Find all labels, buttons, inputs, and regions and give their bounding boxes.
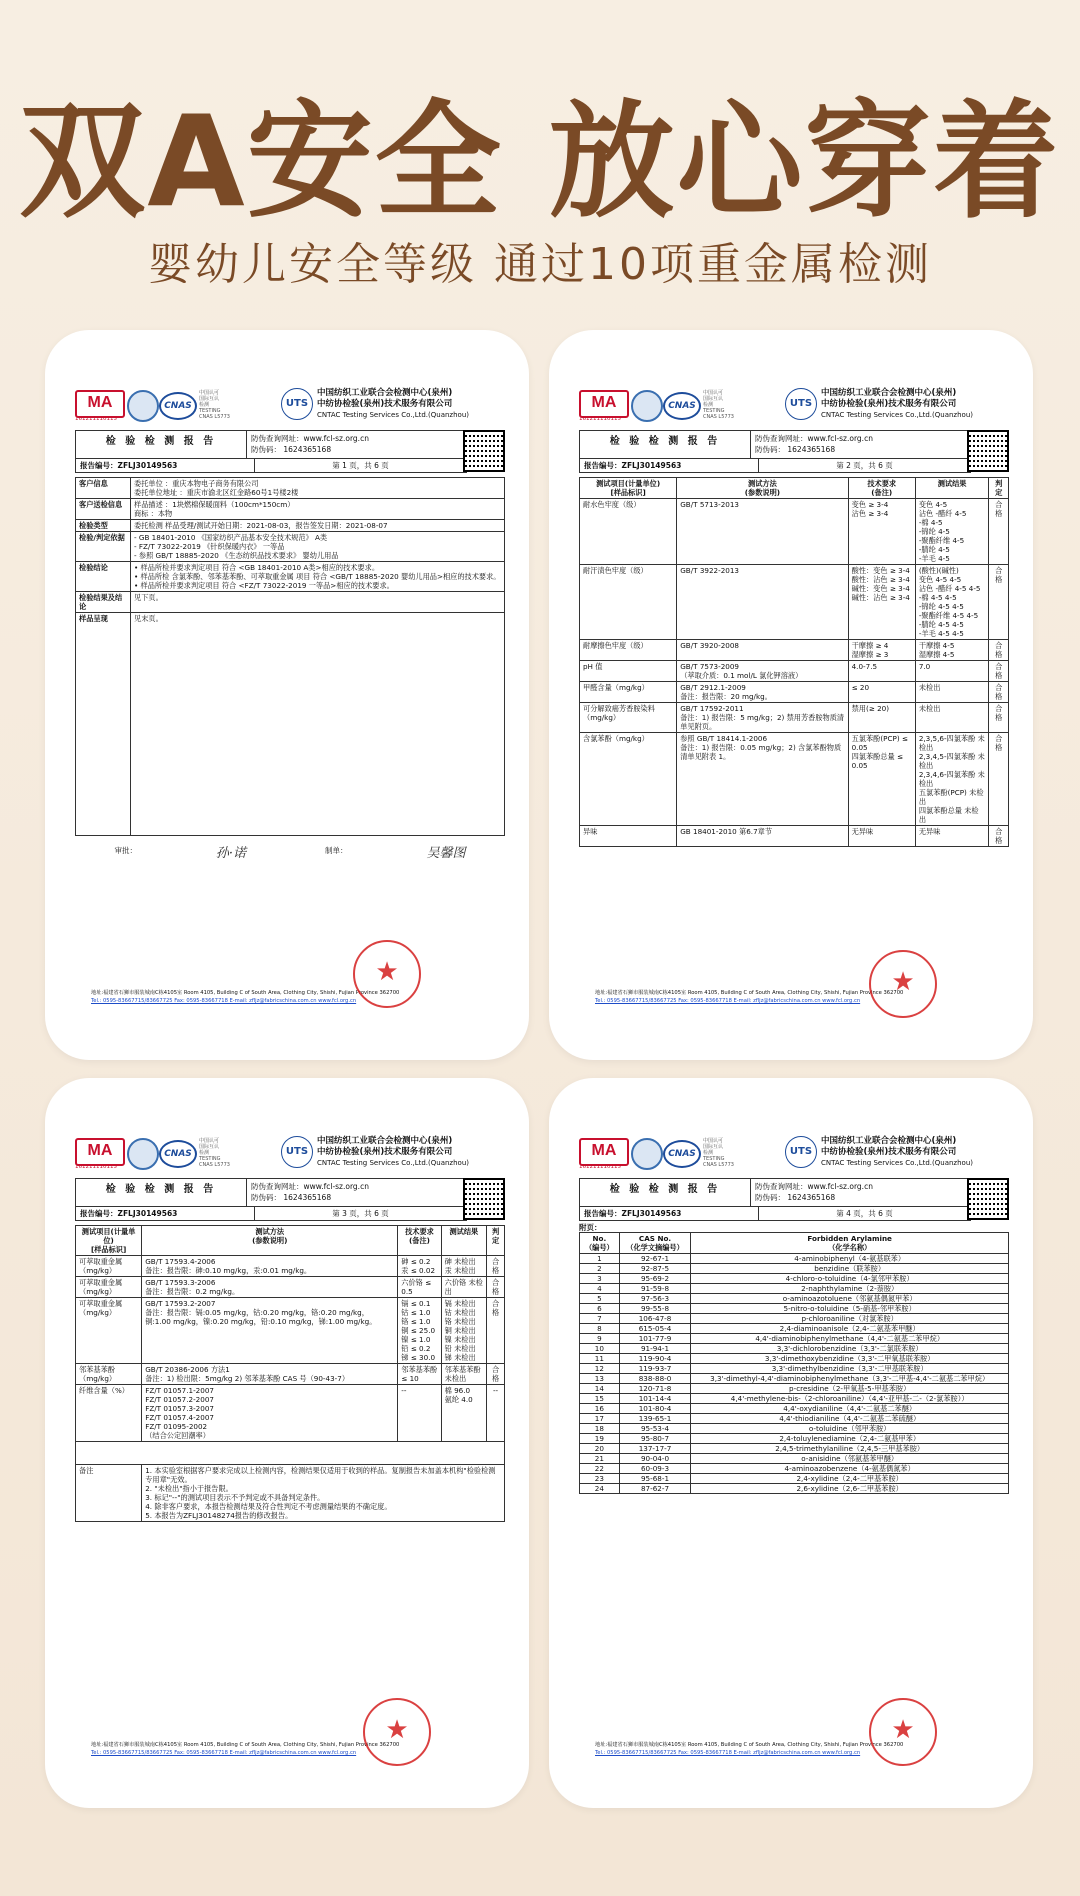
- cnas-logo: CNAS: [663, 392, 701, 420]
- table-row: 3 95-69-2 4-chloro-o-toluidine（4-氯邻甲苯胺）: [580, 1274, 1009, 1284]
- cntac-logo-icon: UTS: [785, 388, 817, 420]
- report-page-1: [45, 330, 529, 1060]
- cntac-logo-icon: UTS: [785, 1136, 817, 1168]
- cntac-logo-icon: UTS: [281, 1136, 313, 1168]
- org-name: 中国纺织工业联合会检测中心(泉州) 中纺协检验(泉州)技术服务有限公司 CNTAC Testing Services Co.,Ltd.(Quanzhou): [821, 388, 973, 419]
- report-footer: 地址:福建省石狮市服装城南C栋4105室 Room 4105, Building C of South Area, Clothing City, Shishi, Fujian Province 362700 Tel.: 0595-83667715/83667725 Fax: 0595-83667718 E-mail: zfljz@fabricschina.com.cn www.fcl.org.cn: [595, 990, 904, 1004]
- org-name: 中国纺织工业联合会检测中心(泉州) 中纺协检验(泉州)技术服务有限公司 CNTAC Testing Services Co.,Ltd.(Quanzhou): [317, 388, 469, 419]
- table-row: 5 97-56-3 o-aminoazotoluene（邻氨基偶氮甲苯）: [580, 1294, 1009, 1304]
- table-row: 1 92-67-1 4-aminobiphenyl（4-氨基联苯）: [580, 1254, 1009, 1264]
- qr-code-icon: [463, 430, 505, 472]
- table-row: 22 60-09-3 4-aminoazobenzene（4-氨基偶氮苯）: [580, 1464, 1009, 1474]
- report-page-3: MA 161211110115 CNAS 中国认可 国际互认 检测 TESTING CNAS L5773 UTS 中国纺织工业联合会检测中心(泉州) 中纺协检验(泉州)技术服务有限公司 CNTAC Testing Services Co.,Ltd.(Quanzhou) 检 验 检 测 报 告 防伪查询网址：www.fcl-sz.org.cn 防伪码： 1624365168 报告编号：ZFLJ30149563 第 3 页，共 6 页 测试项目(计量单位) [样品标识] 测试方法 (参数说明) 技术要求 (备注) 测试结果 判定 可萃取重金属（mg/kg） GB/T 17593.4-2006 备注：报告限：砷:0.10 mg/kg，汞:0.01 mg/kg。 砷 ≤ 0.2 汞 ≤ 0.02 砷 未检出 汞 未检出 合格 可萃取重金属（mg/kg） GB/T 17593.3-2006 备注：报告限：0.2 mg/kg。 六价铬 ≤ 0.5 六价铬 未检出 合格 可萃取重金属（mg/kg） GB/T 17593.2-2007 备注：报告限：镉:0.05 mg/kg，钴:0.20 mg/kg，铬:0.20 mg/kg，铜:1.00 mg/kg，镍:0.20 mg/kg，铅:0.10 mg/kg，锑:1.00 mg/kg。 镉 ≤ 0.1 钴 ≤ 1.0 铬 ≤ 1.0 铜 ≤ 25.0 镍 ≤ 1.0 铅 ≤ 0.2 锑 ≤ 30.0 镉 未检出 钴 未检出 铬 未检出 铜 未检出 镍 未检出 铅 未检出 锑 未检出 合格 邻苯基苯酚（mg/kg） GB/T 20386-2006 方法1 备注：1) 检出限：5mg/kg 2) 邻苯基苯酚 CAS 号（90-43-7） 邻苯基苯酚 ≤ 10 邻苯基苯酚 未检出 合格 纤维含量（%） FZ/T 01057.1-2007 FZ/T 01057.2-2007 FZ/T 01057.3-2007 FZ/T 01057.4-2007 FZ/T 01095-2002 （结合公定回潮率） -- 棉 96.0 氨纶 4.0 -- 备注 1. 本实验室根据客户要求完成以上检测内容，检测结果仅适用于收到的样品。复制报告未加盖本机构"检验检测专用章"无效。 2. "未检出"指小于报告限。 3. 标记"--"的测试项目表示不予判定或不具备判定条件。 4. 除非客户要求，本报告检测结果及符合性判定不考虑测量结果的不确定度。 5. 本报告为ZFLJ30148274报告的修改报告。 地址:福建省石狮市服装城南C栋4105室 Room 4105, Building C of South Area, Clothing City, Shishi, Fujian Province 362700 Tel.: 0595-83667715/83667725 Fax: 0595-83667718 E-mail: zfljz@fabricschina.com.cn www.fcl.org.cn ★: [45, 1078, 529, 1808]
- table-row: pH 值 GB/T 7573-2009 （萃取介质：0.1 mol/L 氯化钾溶液） 4.0-7.5 7.0 合格: [580, 660, 1009, 681]
- ilac-seal-icon: [127, 390, 159, 422]
- cma-logo: MA: [75, 390, 125, 418]
- report-header: [579, 1134, 1009, 1178]
- report-footer: 地址:福建省石狮市服装城南C栋4105室 Room 4105, Building C of South Area, Clothing City, Shishi, Fujian Province 362700 Tel.: 0595-83667715/83667725 Fax: 0595-83667718 E-mail: zfljz@fabricschina.com.cn www.fcl.org.cn: [91, 1742, 400, 1756]
- remarks-row: 备注 1. 本实验室根据客户要求完成以上检测内容，检测结果仅适用于收到的样品。复制报告未加盖本机构"检验检测专用章"无效。 2. "未检出"指小于报告限。 3. 标记"--"的测试项目表示不予判定或不具备判定条件。 4. 除非客户要求，本报告检测结果及符合性判定不考虑测量结果的不确定度。 5. 本报告为ZFLJ30148274报告的修改报告。: [76, 1464, 505, 1521]
- table-row: 20 137-17-7 2,4,5-trimethylaniline（2,4,5-三甲基苯胺）: [580, 1444, 1009, 1454]
- report-number-row: 报告编号：ZFLJ30149563 第 2 页，共 6 页: [579, 459, 971, 473]
- banner-title: 双A安全 放心穿着: [19, 88, 1061, 235]
- table-row: 8 615-05-4 2,4-diaminoanisole（2,4-二氨基苯甲醚）: [580, 1324, 1009, 1334]
- reviewer-signature: 孙·诺: [215, 845, 247, 861]
- table-row: 检验类型 委托检测 样品受理/测试开始日期：2021-08-03，报告签发日期：2021-08-07: [76, 519, 505, 531]
- report-footer: 地址:福建省石狮市服装城南C栋4105室 Room 4105, Building C of South Area, Clothing City, Shishi, Fujian Province 362700 Tel.: 0595-83667715/83667725 Fax: 0595-83667718 E-mail: zfljz@fabricschina.com.cn www.fcl.org.cn: [91, 990, 400, 1004]
- report-footer: 地址:福建省石狮市服装城南C栋4105室 Room 4105, Building C of South Area, Clothing City, Shishi, Fujian Province 362700 Tel.: 0595-83667715/83667725 Fax: 0595-83667718 E-mail: zfljz@fabricschina.com.cn www.fcl.org.cn: [595, 1742, 904, 1756]
- signature-row: 审批： 孙·诺 制单： 吴馨图: [114, 845, 466, 861]
- table-row: 2 92-87-5 benzidine（联苯胺）: [580, 1264, 1009, 1274]
- table-row: 19 95-80-7 2,4-toluylenediamine（2,4-二氨基甲苯）: [580, 1434, 1009, 1444]
- table-row: 15 101-14-4 4,4'-methylene-bis-（2-chloroaniline）（4,4'-亚甲基-二-（2-氯苯胺））: [580, 1394, 1009, 1404]
- report-title-row: 检 验 检 测 报 告 防伪查询网址：www.fcl-sz.org.cn 防伪码： 1624365168: [75, 430, 467, 459]
- table-row: 7 106-47-8 p-chloroaniline（对氯苯胺）: [580, 1314, 1009, 1324]
- qr-code-icon: [463, 1178, 505, 1220]
- report-page-2: MA 161211110115 CNAS 中国认可 国际互认 检测 TESTING CNAS L5773 UTS 中国纺织工业联合会检测中心(泉州) 中纺协检验(泉州)技术服务有限公司 CNTAC Testing Services Co.,Ltd.(Quanzhou) 检 验 检 测 报 告 防伪查询网址：www.fcl-sz.org.cn 防伪码： 1624365168 报告编号：ZFLJ30149563 第 2 页，共 6 页 测试项目(计量单位) [样品标识] 测试方法 (参数说明) 技术要求 (备注) 测试结果 判定 耐水色牢度（级） GB/T 5713-2013 变色 ≥ 3-4 沾色 ≥ 3-4 变色 4-5 沾色 -醋纤 4-5 -棉 4-5 -锦纶 4-5 -聚酯纤维 4-5 -腈纶 4-5 -羊毛 4-5 合格 耐汗渍色牢度（级） GB/T 3922-2013 酸性：变色 ≥ 3-4 酸性：沾色 ≥ 3-4 碱性：变色 ≥ 3-4 碱性：沾色 ≥ 3-4 (酸性)(碱性) 变色 4-5 4-5 沾色 -醋纤 4-5 4-5 -棉 4-5 4-5 -锦纶 4-5 4-5 -聚酯纤维 4-5 4-5 -腈纶 4-5 4-5 -羊毛 4-5 4-5 合格 耐摩擦色牢度（级） GB/T 3920-2008 干摩擦 ≥ 4 湿摩擦 ≥ 3 干摩擦 4-5 湿摩擦 4-5 合格 pH 值 GB/T 7573-2009 （萃取介质：0.1 mol/L 氯化钾溶液） 4.0-7.5 7.0 合格 甲醛含量（mg/kg） GB/T 2912.1-2009 备注：报告限：20 mg/kg。 ≤ 20 未检出 合格 可分解致癌芳香胺染料（mg/kg） GB/T 17592-2011 备注：1) 报告限：5 mg/kg；2) 禁用芳香胺物质清单见附页。 禁用(≥ 20) 未检出 合格 含氯苯酚（mg/kg） 参照 GB/T 18414.1-2006 备注：1) 报告限：0.05 mg/kg；2) 含氯苯酚物质清单见附表 1。 五氯苯酚(PCP) ≤ 0.05 四氯苯酚总量 ≤ 0.05 2,3,5,6-四氯苯酚 未检出 2,3,4,5-四氯苯酚 未检出 2,3,4,6-四氯苯酚 未检出 五氯苯酚(PCP) 未检出 四氯苯酚总量 未检出 合格 异味 GB 18401-2010 第6.7章节 无异味 无异味 合格 地址:福建省石狮市服装城南C栋4105室 Room 4105, Building C of South Area, Clothing City, Shishi, Fujian Province 362700 Tel.: 0595-83667715/83667725 Fax: 0595-83667718 E-mail: zfljz@fabricschina.com.cn www.fcl.org.cn ★: [549, 330, 1033, 1060]
- org-name: 中国纺织工业联合会检测中心(泉州) 中纺协检验(泉州)技术服务有限公司 CNTAC Testing Services Co.,Ltd.(Quanzhou): [821, 1136, 973, 1167]
- banner-subtitle: 婴幼儿安全等级 通过10项重金属检测: [148, 239, 932, 290]
- table-row: 可萃取重金属（mg/kg） GB/T 17593.2-2007 备注：报告限：镉:0.05 mg/kg，钴:0.20 mg/kg，铬:0.20 mg/kg，铜:1.00 mg/kg，镍:0.20 mg/kg，铅:0.10 mg/kg，锑:1.00 mg/kg。 镉 ≤ 0.1 钴 ≤ 1.0 铬 ≤ 1.0 铜 ≤ 25.0 镍 ≤ 1.0 铅 ≤ 0.2 锑 ≤ 30.0 镉 未检出 钴 未检出 铬 未检出 铜 未检出 镍 未检出 铅 未检出 锑 未检出 合格: [76, 1297, 505, 1363]
- cma-logo: MA: [579, 1138, 629, 1166]
- table-row: 异味 GB 18401-2010 第6.7章节 无异味 无异味 合格: [580, 825, 1009, 846]
- table-row: 甲醛含量（mg/kg） GB/T 2912.1-2009 备注：报告限：20 mg/kg。 ≤ 20 未检出 合格: [580, 681, 1009, 702]
- table-row: 24 87-62-7 2,6-xylidine（2,6-二甲基苯胺）: [580, 1484, 1009, 1494]
- table-row: 12 119-93-7 3,3'-dimethylbenzidine（3,3'-二甲基联苯胺）: [580, 1364, 1009, 1374]
- report-title-row: 检 验 检 测 报 告 防伪查询网址：www.fcl-sz.org.cn 防伪码： 1624365168: [579, 1178, 971, 1207]
- ilac-text: 中国认可 国际互认 检测 TESTING CNAS L5773: [199, 1138, 230, 1168]
- qr-code-icon: [967, 430, 1009, 472]
- cnas-logo: CNAS: [159, 1140, 197, 1168]
- table-row: 检验/判定依据 - GB 18401-2010 《国家纺织产品基本安全技术规范》 A类 - FZ/T 73022-2019 《针织保暖内衣》 一等品 - 参照 GB/T 18885-2020 《生态纺织品技术要求》 婴幼儿用品: [76, 531, 505, 561]
- ilac-seal-icon: [631, 1138, 663, 1170]
- ilac-text: 中国认可 国际互认 检测 TESTING CNAS L5773: [199, 390, 230, 420]
- report-header: [75, 386, 505, 430]
- cma-number: 161211110115: [75, 1164, 117, 1170]
- cma-number: 161211110115: [579, 416, 621, 422]
- report-number-row: 报告编号：ZFLJ30149563 第 3 页，共 6 页: [75, 1207, 467, 1221]
- report-header: [579, 386, 1009, 430]
- cma-number: 161211110115: [579, 1164, 621, 1170]
- table-row: 样品呈现 见末页。: [76, 612, 505, 835]
- table-row: 23 95-68-1 2,4-xylidine（2,4-二甲基苯胺）: [580, 1474, 1009, 1484]
- ilac-seal-icon: [631, 390, 663, 422]
- report-title-row: 检 验 检 测 报 告 防伪查询网址：www.fcl-sz.org.cn 防伪码： 1624365168: [579, 430, 971, 459]
- table-row: 含氯苯酚（mg/kg） 参照 GB/T 18414.1-2006 备注：1) 报告限：0.05 mg/kg；2) 含氯苯酚物质清单见附表 1。 五氯苯酚(PCP) ≤ 0.05 四氯苯酚总量 ≤ 0.05 2,3,5,6-四氯苯酚 未检出 2,3,4,5-四氯苯酚 未检出 2,3,4,6-四氯苯酚 未检出 五氯苯酚(PCP) 未检出 四氯苯酚总量 未检出 合格: [580, 732, 1009, 825]
- cnas-logo: CNAS: [663, 1140, 701, 1168]
- table-row: 检验结果及结论 见下页。: [76, 591, 505, 612]
- table-row: 16 101-80-4 4,4'-oxydianiline（4,4'-二氨基二苯醚）: [580, 1404, 1009, 1414]
- table-row: 13 838-88-0 3,3'-dimethyl-4,4'-diaminobiphenylmethane（3,3'-二甲基-4,4'-二氨基二苯甲烷）: [580, 1374, 1009, 1384]
- ilac-text: 中国认可 国际互认 检测 TESTING CNAS L5773: [703, 390, 734, 420]
- official-stamp-icon: ★: [363, 1698, 431, 1766]
- official-stamp-icon: ★: [353, 940, 421, 1008]
- table-row: 可萃取重金属（mg/kg） GB/T 17593.4-2006 备注：报告限：砷:0.10 mg/kg，汞:0.01 mg/kg。 砷 ≤ 0.2 汞 ≤ 0.02 砷 未检出 汞 未检出 合格: [76, 1255, 505, 1276]
- report-title-row: 检 验 检 测 报 告 防伪查询网址：www.fcl-sz.org.cn 防伪码： 1624365168: [75, 1178, 467, 1207]
- table-row: 检验结论 • 样品所检并要求判定项目 符合 <GB 18401-2010 A类>相应的技术要求。 • 样品所检 含氯苯酚、邻苯基苯酚、可萃取重金属 项目 符合 <GB/T 18885-2020 婴幼儿用品>相应的技术要求。 • 样品所检并要求判定项目 符合 <FZ/T 73022-2019 一等品>相应的技术要求。: [76, 561, 505, 591]
- cma-logo: MA: [75, 1138, 125, 1166]
- table-row: 14 120-71-8 p-cresidine（2-甲氧基-5-甲基苯胺）: [580, 1384, 1009, 1394]
- cntac-logo-icon: UTS: [281, 388, 313, 420]
- report-page-4: MA 161211110115 CNAS 中国认可 国际互认 检测 TESTING CNAS L5773 UTS 中国纺织工业联合会检测中心(泉州) 中纺协检验(泉州)技术服务有限公司 CNTAC Testing Services Co.,Ltd.(Quanzhou) 检 验 检 测 报 告 防伪查询网址：www.fcl-sz.org.cn 防伪码： 1624365168 报告编号：ZFLJ30149563 第 4 页，共 6 页 附页： No. （编号） CAS No. （化学文摘编号） Forbidden Arylamine （化学名称） 1 92-67-1 4-aminobiphenyl（4-氨基联苯） 2 92-87-5 benzidine（联苯胺） 3 95-69-2 4-chloro-o-toluidine（4-氯邻甲苯胺） 4 91-59-8 2-naphthylamine（2-萘胺） 5 97-56-3 o-aminoazotoluene（邻氨基偶氮甲苯） 6 99-55-8 5-nitro-o-toluidine（5-硝基-邻甲苯胺） 7 106-47-8 p-chloroaniline（对氯苯胺） 8 615-05-4 2,4-diaminoanisole（2,4-二氨基苯甲醚） 9 101-77-9 4,4'-diaminobiphenylmethane（4,4'-二氨基二苯甲烷） 10 91-94-1 3,3'-dichlorobenzidine（3,3'-二氯联苯胺） 11 119-90-4 3,3'-dimethoxybenzidine（3,3'-二甲氧基联苯胺） 12 119-93-7 3,3'-dimethylbenzidine（3,3'-二甲基联苯胺） 13 838-88-0 3,3'-dimethyl-4,4'-diaminobiphenylmethane（3,3'-二甲基-4,4'-二氨基二苯甲烷） 14 120-71-8 p-cresidine（2-甲氧基-5-甲基苯胺） 15 101-14-4 4,4'-methylene-bis-（2-chloroaniline）（4,4'-亚甲基-二-（2-氯苯胺）） 16 101-80-4 4,4'-oxydianiline（4,4'-二氨基二苯醚） 17 139-65-1 4,4'-thiodianiline（4,4'-二氨基二苯硫醚） 18 95-53-4 o-toluidine（邻甲苯胺） 19 95-80-7 2,4-toluylenediamine（2,4-二氨基甲苯） 20 137-17-7 2,4,5-trimethylaniline（2,4,5-三甲基苯胺） 21 90-04-0 o-anisidine（邻氨基苯甲醚） 22 60-09-3 4-aminoazobenzene（4-氨基偶氮苯） 23 95-68-1 2,4-xylidine（2,4-二甲基苯胺） 24 87-62-7 2,6-xylidine（2,6-二甲基苯胺） 地址:福建省石狮市服装城南C栋4105室 Room 4105, Building C of South Area, Clothing City, Shishi, Fujian Province 362700 Tel.: 0595-83667715/83667725 Fax: 0595-83667718 E-mail: zfljz@fabricschina.com.cn www.fcl.org.cn ★: [549, 1078, 1033, 1808]
- table-row: 邻苯基苯酚（mg/kg） GB/T 20386-2006 方法1 备注：1) 检出限：5mg/kg 2) 邻苯基苯酚 CAS 号（90-43-7） 邻苯基苯酚 ≤ 10 邻苯基苯酚 未检出 合格: [76, 1363, 505, 1384]
- ilac-seal-icon: [127, 1138, 159, 1170]
- cma-logo: MA: [579, 390, 629, 418]
- table-row: 耐摩擦色牢度（级） GB/T 3920-2008 干摩擦 ≥ 4 湿摩擦 ≥ 3 干摩擦 4-5 湿摩擦 4-5 合格: [580, 639, 1009, 660]
- report-number-row: 报告编号：ZFLJ30149563 第 1 页，共 6 页: [75, 459, 467, 473]
- report-header: [75, 1134, 505, 1178]
- cma-number: 161211110115: [75, 416, 117, 422]
- table-row: 21 90-04-0 o-anisidine（邻氨基苯甲醚）: [580, 1454, 1009, 1464]
- table-row: 18 95-53-4 o-toluidine（邻甲苯胺）: [580, 1424, 1009, 1434]
- qr-code-icon: [967, 1178, 1009, 1220]
- table-row: 17 139-65-1 4,4'-thiodianiline（4,4'-二氨基二苯硫醚）: [580, 1414, 1009, 1424]
- table-row: 耐汗渍色牢度（级） GB/T 3922-2013 酸性：变色 ≥ 3-4 酸性：沾色 ≥ 3-4 碱性：变色 ≥ 3-4 碱性：沾色 ≥ 3-4 (酸性)(碱性) 变色 4-5 4-5 沾色 -醋纤 4-5 4-5 -棉 4-5 4-5 -锦纶 4-5 4-5 -聚酯纤维 4-5 4-5 -腈纶 4-5 4-5 -羊毛 4-5 4-5 合格: [580, 564, 1009, 639]
- table-row: 客户信息 委托单位 ：重庆本物电子商务有限公司 委托单位地址 ：重庆市渝北区红金路60号1号楼2楼: [76, 477, 505, 498]
- report-number-row: 报告编号：ZFLJ30149563 第 4 页，共 6 页: [579, 1207, 971, 1221]
- table-row: 10 91-94-1 3,3'-dichlorobenzidine（3,3'-二氯联苯胺）: [580, 1344, 1009, 1354]
- table-row: 耐水色牢度（级） GB/T 5713-2013 变色 ≥ 3-4 沾色 ≥ 3-4 变色 4-5 沾色 -醋纤 4-5 -棉 4-5 -锦纶 4-5 -聚酯纤维 4-5 -腈纶 4-5 -羊毛 4-5 合格: [580, 498, 1009, 564]
- org-name: 中国纺织工业联合会检测中心(泉州) 中纺协检验(泉州)技术服务有限公司 CNTAC Testing Services Co.,Ltd.(Quanzhou): [317, 1136, 469, 1167]
- maker-signature: 吴馨图: [426, 845, 466, 861]
- table-row: 可分解致癌芳香胺染料（mg/kg） GB/T 17592-2011 备注：1) 报告限：5 mg/kg；2) 禁用芳香胺物质清单见附页。 禁用(≥ 20) 未检出 合格: [580, 702, 1009, 732]
- table-row: 4 91-59-8 2-naphthylamine（2-萘胺）: [580, 1284, 1009, 1294]
- table-row: 可萃取重金属（mg/kg） GB/T 17593.3-2006 备注：报告限：0.2 mg/kg。 六价铬 ≤ 0.5 六价铬 未检出 合格: [76, 1276, 505, 1297]
- cnas-logo: CNAS: [159, 392, 197, 420]
- table-row: 纤维含量（%） FZ/T 01057.1-2007 FZ/T 01057.2-2007 FZ/T 01057.3-2007 FZ/T 01057.4-2007 FZ/T 01095-2002 （结合公定回潮率） -- 棉 96.0 氨纶 4.0 --: [76, 1384, 505, 1441]
- table-row: 6 99-55-8 5-nitro-o-toluidine（5-硝基-邻甲苯胺）: [580, 1304, 1009, 1314]
- table-row: 客户送检信息 样品描述 ：1块燃棉保暖面料（100cm*150cm） 商标 ：本物: [76, 498, 505, 519]
- table-row: 11 119-90-4 3,3'-dimethoxybenzidine（3,3'-二甲氧基联苯胺）: [580, 1354, 1009, 1364]
- ilac-text: 中国认可 国际互认 检测 TESTING CNAS L5773: [703, 1138, 734, 1168]
- official-stamp-icon: ★: [869, 950, 937, 1018]
- table-row: 9 101-77-9 4,4'-diaminobiphenylmethane（4,4'-二氨基二苯甲烷）: [580, 1334, 1009, 1344]
- appendix-label: 附页：: [579, 1222, 602, 1232]
- official-stamp-icon: ★: [869, 1698, 937, 1766]
